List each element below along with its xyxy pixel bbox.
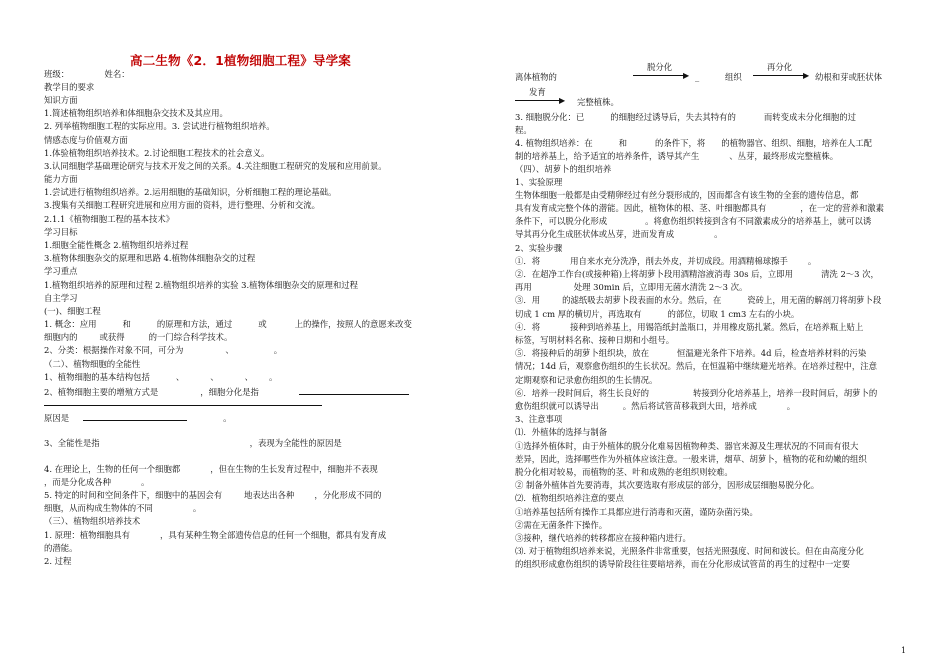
paragraph-line: ⑴．外植体的选择与制备 xyxy=(515,427,608,437)
paragraph-line: 情况；14d 后，观察愈伤组织的生长状况。然后，在恒温箱中继续避光培养。在培养过程中，注意 xyxy=(515,361,878,371)
blank-line xyxy=(83,411,187,421)
header-line xyxy=(44,69,130,80)
blank-line xyxy=(299,385,409,395)
knowledge-heading: 知识方面 xyxy=(44,95,78,105)
question-line: 程。 xyxy=(515,125,532,135)
question-line: 4. 植物组织培养：在 和 的条件下，将 的植物器官、组织、细胞，培养在人工配 xyxy=(515,138,873,148)
emotion-item: 1.体验植物组织培养技术。2.讨论细胞工程技术的社会意义。 xyxy=(44,148,270,158)
paragraph-line: ⑶. 对于植物组织培养来说，光照条件非常重要，包括光照强度、时间和波长。但在由高度分化 xyxy=(515,546,864,556)
page-number: 1 xyxy=(901,646,907,655)
study-goal-item: 1.细胞全能性概念 2.植物组织培养过程 xyxy=(44,240,189,250)
process-line: 幼根和芽或胚状体 xyxy=(815,72,882,82)
dedifferentiation-arrow xyxy=(633,62,690,80)
arrow-head-icon: ▶ xyxy=(803,71,810,80)
subsection-heading: （三）、植物组织培养技术 xyxy=(44,516,141,526)
paragraph-line: 标签，写明材料名称、接种日期和小组号。 xyxy=(515,335,675,345)
paragraph-line: ②．在超净工作台(或接种箱)上将胡萝卜段用酒精溶液消毒 30s 后，立即用 清洗 2～3 次， xyxy=(515,269,879,279)
paragraph-line: 切成 1 cm 厚的横切片，再选取有 的部位，切取 1 cm3 左右的小块。 xyxy=(515,309,800,319)
question-line: 3. 细胞脱分化：已 的细胞经过诱导后，失去其特有的 而转变成未分化细胞的过 xyxy=(515,112,857,122)
section-heading: 2.1.1《植物细胞工程的基本技术》 xyxy=(44,214,175,224)
question-line: 3、全能性是指 ，表现为全能性的原因是 xyxy=(44,438,342,448)
paragraph-line: ③．用 的滤纸吸去胡萝卜段表面的水分。然后，在 瓷砖上，用无菌的解剖刀将胡萝卜段 xyxy=(515,295,882,305)
ability-item: 3.搜集有关细胞工程研究进展和应用方面的资料，进行整理、分析和交流。 xyxy=(44,200,320,210)
knowledge-item: 1.简述植物组织培养和体细胞杂交技术及其应用。 xyxy=(44,108,228,118)
paragraph-line: 3、注意事项 xyxy=(515,414,563,424)
paragraph-line: 具有发育成完整个体的潜能。因此，植物体的根、茎、叶细胞都具有 ，在一定的营养和激素 xyxy=(515,203,884,213)
question-line: 1. 概念：应用 和 的原理和方法，通过 或 上的操作，按照人的意愿来改变 xyxy=(44,319,412,329)
key-points-heading: 学习重点 xyxy=(44,266,78,276)
paragraph-line: ② 制备外植体首先要消毒，其次要选取有形成层的部分，因形成层细胞易脱分化。 xyxy=(515,480,820,490)
page-title: 高二生物《2．1植物细胞工程》导学案 xyxy=(130,53,351,68)
paragraph-line: 定期观察和记录愈伤组织的生长情况。 xyxy=(515,375,658,385)
question-line: 1、植物细胞的基本结构包括 、 、 、 。 xyxy=(44,372,278,382)
arrow-label: 再分化 xyxy=(767,62,793,72)
paragraph-line: 脱分化相对较易，而植物的茎、叶和成熟的老组织则较难。 xyxy=(515,467,733,477)
question-line: 细胞内的 或获得 的一门综合科学技术。 xyxy=(44,332,233,342)
knowledge-item: 2. 列举植物细胞工程的实际应用。3. 尝试进行植物组织培养。 xyxy=(44,121,275,131)
paragraph-line: 生物体细胞一般都是由受精卵经过有丝分裂形成的，因而都含有该生物的全套的遗传信息，都 xyxy=(515,190,859,200)
blank-line xyxy=(44,405,322,406)
paragraph-line: ⑤．将接种后的胡萝卜组织块，放在 恒温避光条件下培养。4d 后，检查培养材料的污染 xyxy=(515,348,867,358)
paragraph-line: ⑵．植物组织培养注意的要点 xyxy=(515,493,624,503)
process-line: 离体植物的 xyxy=(515,72,557,82)
subsection-heading: （二）、植物细胞的全能性 xyxy=(44,359,141,369)
question-line: 4. 在理论上，生物的任何一个细胞都 ，但在生物的生长发育过程中，细胞并不表现 xyxy=(44,464,378,474)
paragraph-line: 差异，因此，选择哪些作为外植体应该注意。一般来讲，烟草、胡萝卜，植物的花和幼嫩的组织 xyxy=(515,454,867,464)
paragraph-line: 2、实验步骤 xyxy=(515,243,563,253)
development-arrow xyxy=(515,87,566,105)
paragraph-line: ①选择外植体时，由于外植体的脱分化难易因植物种类、器官来源及生理状况的不同而有很大 xyxy=(515,441,859,451)
arrow-head-icon: ▶ xyxy=(683,71,690,80)
paragraph-line: ①培养基包括所有操作工具都应进行消毒和灭菌，谨防杂菌污染。 xyxy=(515,507,758,517)
study-goal-item: 3.植物体细胞杂交的原理和思路 4.植物体细胞杂交的过程 xyxy=(44,253,256,263)
process-line: 组织 xyxy=(725,72,742,82)
paragraph-line: 条件下，可以脱分化形成 。将愈伤组织转接到含有不同激素成分的培养基上，就可以诱 xyxy=(515,216,872,226)
paragraph-line: 再用 处理 30min 后，立即用无菌水清洗 2～3 次。 xyxy=(515,282,748,292)
redifferentiation-arrow xyxy=(753,62,810,80)
question-line: 原因是 。 xyxy=(44,413,232,423)
question-line: ，而是分化成各种 。 xyxy=(44,477,150,487)
process-line: 完整植株。 xyxy=(577,97,619,107)
paragraph-line: 1、实验原理 xyxy=(515,177,563,187)
paragraph-line: ③接种，继代培养的转移都应在接种箱内进行。 xyxy=(515,533,691,543)
key-point-item: 1.植物组织培养的原理和过程 2.植物组织培养的实验 3.植物体细胞杂交的原理和过程 xyxy=(44,280,359,290)
paragraph-line: 导其再分化生成胚状体或丛芽，进而发育成 。 xyxy=(515,229,723,239)
paragraph-line: ⑥．培养一段时间后，将生长良好的 转接到分化培养基上，培养一段时间后，胡萝卜的 xyxy=(515,388,878,398)
blank-mark: _ xyxy=(695,72,700,82)
name-label: 姓名： xyxy=(104,69,130,79)
ability-heading: 能力方面 xyxy=(44,174,78,184)
arrow-label: 发育 xyxy=(529,87,546,97)
paragraph-line: ②需在无菌条件下操作。 xyxy=(515,520,608,530)
paragraph-line: ④．将 接种到培养基上，用锡箔纸封盖瓶口，并用橡皮筋扎紧。然后，在培养瓶上贴上 xyxy=(515,322,864,332)
question-line: 2. 过程 xyxy=(44,556,72,566)
self-study-heading: 自主学习 xyxy=(44,293,78,303)
question-line: 5. 特定的时间和空间条件下，细胞中的基因会有 地表达出各种 ，分化形成不同的 xyxy=(44,490,382,500)
emotion-item: 3.认同细胞学基础理论研究与技术开发之间的关系。4.关注细胞工程研究的发展和应用前景。 xyxy=(44,161,387,171)
question-line: 制的培养基上，给予适宜的培养条件，诱导其产生 、丛芽，最终形成完整植株。 xyxy=(515,151,839,161)
arrow-head-icon: ▶ xyxy=(559,96,566,105)
paragraph-line: 愈伤组织就可以诱导出 。然后将试管苗移栽到大田，培养成 。 xyxy=(515,401,796,411)
question-line: 的潜能。 xyxy=(44,543,78,553)
study-goal-heading: 学习目标 xyxy=(44,227,78,237)
class-label: 班级： xyxy=(44,69,70,79)
subsection-heading: (一)、细胞工程 xyxy=(44,306,101,316)
arrow-label: 脱分化 xyxy=(647,62,673,72)
question-line: 2、植物细胞主要的增殖方式是 ，细胞分化是指 xyxy=(44,385,409,398)
paragraph-line: ①．将 用自来水充分洗净，削去外皮，并切成段。用酒精棉球擦手 。 xyxy=(515,256,817,266)
question-line: 1. 原理：植物细胞具有 ，具有某种生物全部遗传信息的任何一个细胞，都具有发育成 xyxy=(44,530,387,540)
goals-heading: 教学目的要求 xyxy=(44,82,95,92)
emotion-heading: 情感态度与价值观方面 xyxy=(44,135,128,145)
subsection-heading: （四）、胡萝卜的组织培养 xyxy=(515,164,612,174)
question-line: 细胞，从而构成生物体的不同 。 xyxy=(44,503,202,513)
ability-item: 1.尝试进行植物组织培养。2.运用细胞的基础知识，分析细胞工程的理论基础。 xyxy=(44,187,337,197)
paragraph-line: 的组织形成愈伤组织的诱导阶段往往要暗培养，而在分化形成试管苗的再生的过程中一定要 xyxy=(515,559,850,569)
question-line: 2、分类：根据操作对象不同，可分为 、 。 xyxy=(44,345,283,355)
